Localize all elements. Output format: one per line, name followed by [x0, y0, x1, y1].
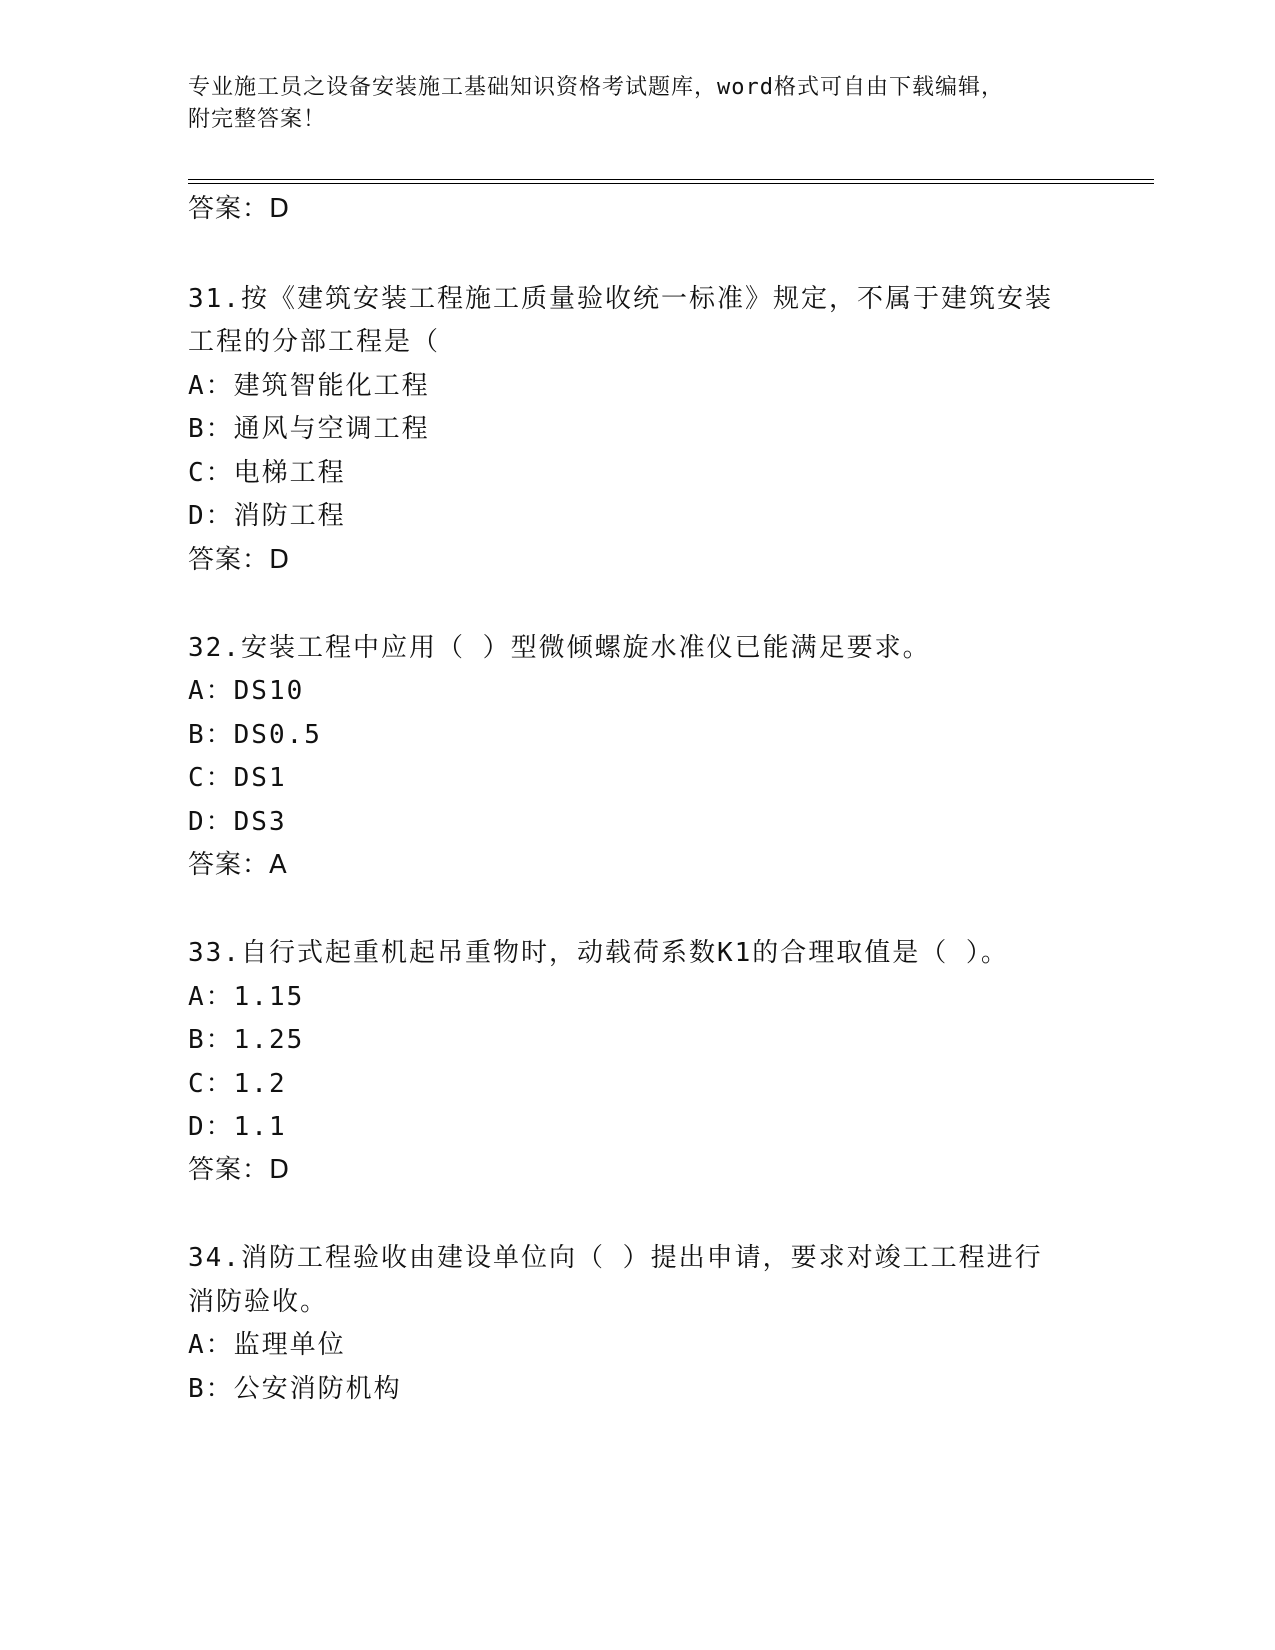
question-stem-cont: 工程的分部工程是（ [188, 327, 441, 357]
question-stem: 33.自行式起重机起吊重物时，动载荷系数K1的合理取值是（ ）。 [188, 938, 1009, 968]
header-line-1: 专业施工员之设备安装施工基础知识资格考试题库，word格式可自由下载编辑， [188, 75, 1004, 100]
question-stem: 32.安装工程中应用（ ）型微倾螺旋水准仪已能满足要求。 [188, 633, 931, 663]
answer: 答案：D [188, 545, 291, 575]
option-a: A：监理单位 [188, 1330, 346, 1360]
answer: 答案：D [188, 1155, 291, 1185]
header-line-2: 附完整答案！ [188, 107, 327, 132]
option-b: B：DS0.5 [188, 720, 322, 750]
option-b: B：公安消防机构 [188, 1374, 402, 1404]
option-d: D：消防工程 [188, 501, 346, 531]
document-header [188, 72, 1088, 136]
option-c: C：1.2 [188, 1069, 287, 1099]
previous-answer: 答案：D [188, 194, 291, 224]
option-c: C：电梯工程 [188, 458, 346, 488]
option-d: D：DS3 [188, 807, 287, 837]
answer: 答案：A [188, 850, 288, 880]
option-a: A：建筑智能化工程 [188, 371, 430, 401]
header-divider-bottom [188, 183, 1154, 184]
option-a: A：1.15 [188, 982, 305, 1012]
question-stem-cont: 消防验收。 [188, 1287, 329, 1317]
option-b: B：通风与空调工程 [188, 414, 430, 444]
option-c: C：DS1 [188, 763, 287, 793]
question-stem: 34.消防工程验收由建设单位向（ ）提出申请，要求对竣工工程进行 [188, 1243, 1043, 1273]
header-divider-top [188, 179, 1154, 180]
option-a: A：DS10 [188, 676, 305, 706]
option-d: D：1.1 [188, 1112, 287, 1142]
option-b: B：1.25 [188, 1025, 305, 1055]
question-stem: 31.按《建筑安装工程施工质量验收统一标准》规定，不属于建筑安装 [188, 284, 1053, 314]
